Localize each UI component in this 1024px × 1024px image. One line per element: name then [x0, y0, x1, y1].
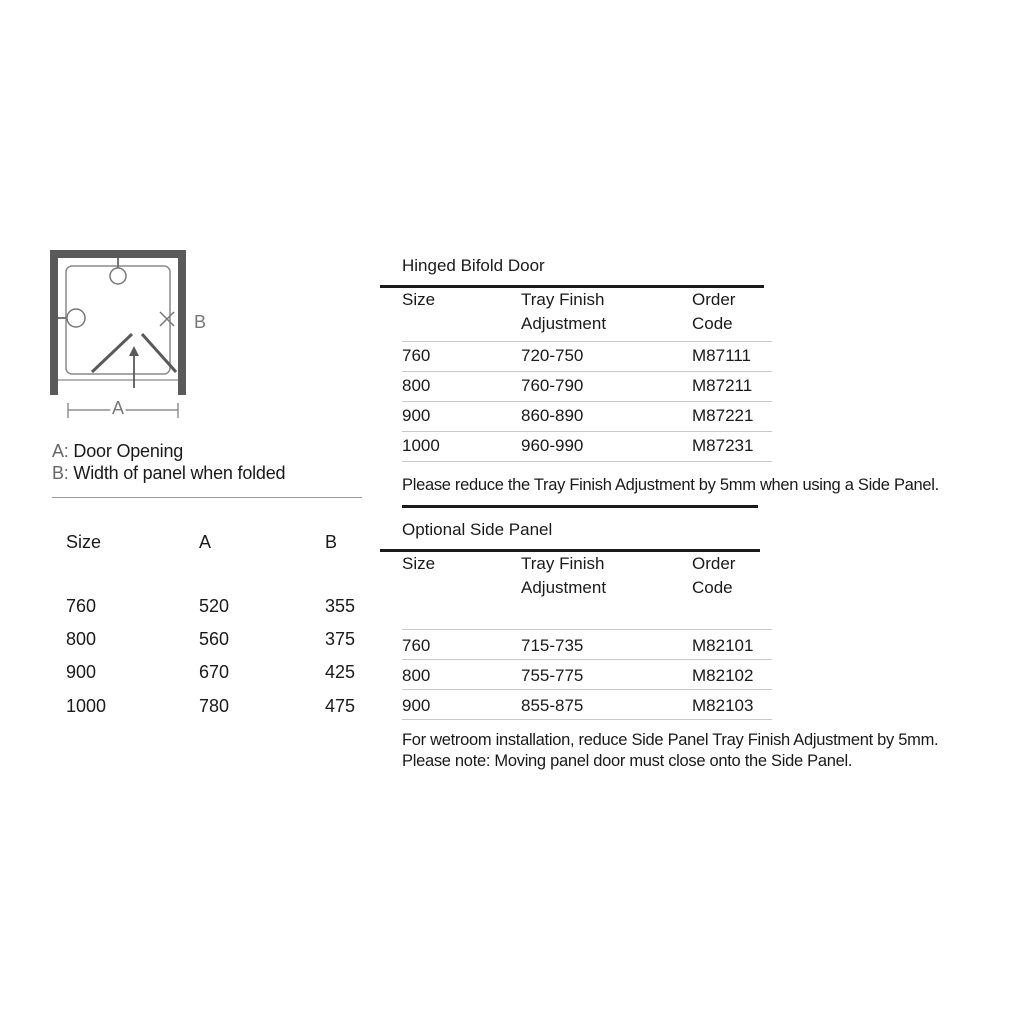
cell-size: 760 [402, 346, 431, 365]
cell-tray: 720-750 [521, 346, 584, 365]
cell-tray: 855-875 [521, 696, 584, 715]
header-code-1: Order [692, 290, 736, 309]
cell-size: 900 [402, 696, 431, 715]
header-tray-1: Tray Finish [521, 554, 605, 573]
right-wall [178, 250, 186, 395]
header-tray-2: Adjustment [521, 578, 607, 597]
header-code-1: Order [692, 554, 736, 573]
bifold-section [402, 256, 772, 496]
cell-size: 1000 [402, 436, 440, 455]
cell-size: 1000 [66, 696, 107, 716]
dimension-table [66, 532, 366, 722]
cell-a: 520 [199, 596, 230, 616]
row-divider [402, 659, 772, 660]
cell-b: 375 [325, 629, 356, 649]
cell-tray: 760-790 [521, 376, 584, 395]
header-code-2: Code [692, 578, 733, 597]
cell-size: 800 [402, 376, 431, 395]
cell-size: 800 [402, 666, 431, 685]
bifold-note: Please reduce the Tray Finish Adjustment by 5mm when using a Side Panel. [402, 476, 939, 494]
header-size: Size [66, 532, 102, 552]
cell-tray: 960-990 [521, 436, 584, 455]
header-size: Size [402, 554, 436, 573]
legend-b [52, 463, 285, 484]
table-row [66, 696, 366, 720]
table-row [66, 596, 366, 620]
cell-b: 355 [325, 596, 356, 616]
cell-a: 560 [199, 629, 230, 649]
cell-size: 800 [66, 629, 97, 649]
header-b: B [325, 532, 338, 552]
header-code-2: Code [692, 314, 733, 333]
row-divider [402, 719, 772, 720]
dimension-b-label: B [194, 312, 207, 332]
dimension-a-label: A [111, 398, 125, 418]
cell-code: M82103 [692, 696, 754, 715]
bifold-header [402, 288, 772, 338]
legend-b-text: Width of panel when folded [73, 463, 286, 483]
side-panel-top-rule [402, 505, 758, 508]
cell-size: 760 [66, 596, 97, 616]
header-a: A [199, 532, 212, 552]
divider [52, 497, 362, 498]
cell-code: M87111 [692, 346, 751, 365]
cell-code: M87211 [692, 376, 753, 395]
bifold-title: Hinged Bifold Door [402, 256, 545, 275]
legend-a [52, 441, 183, 462]
row-divider [402, 341, 772, 342]
cell-tray: 860-890 [521, 406, 584, 425]
cell-code: M87221 [692, 406, 754, 425]
cell-size: 760 [402, 636, 431, 655]
cell-code: M82101 [692, 636, 754, 655]
cell-size: 900 [402, 406, 431, 425]
header-tray-2: Adjustment [521, 314, 607, 333]
cell-code: M87231 [692, 436, 754, 455]
cell-tray: 755-775 [521, 666, 584, 685]
side-panel-header [402, 552, 772, 602]
row-divider [402, 401, 772, 402]
row-divider [402, 689, 772, 690]
valve-left-icon [67, 309, 85, 327]
row-divider [402, 629, 772, 630]
top-wall [50, 250, 186, 258]
side-panel-note-1: For wetroom installation, reduce Side Panel Tray Finish Adjustment by 5mm. [402, 731, 939, 749]
left-wall [50, 250, 58, 395]
side-panel-note-2: Please note: Moving panel door must close onto the Side Panel. [402, 752, 853, 770]
table-row [66, 662, 366, 686]
side-panel-title: Optional Side Panel [402, 520, 553, 539]
legend-a-text: Door Opening [73, 441, 184, 461]
cell-code: M82102 [692, 666, 754, 685]
header-size: Size [402, 290, 436, 309]
cell-tray: 715-735 [521, 636, 584, 655]
right-door-panel [142, 334, 176, 372]
row-divider [402, 371, 772, 372]
cell-size: 900 [66, 662, 97, 682]
cell-a: 780 [199, 696, 230, 716]
valve-top-icon [110, 268, 126, 284]
side-panel-section [402, 520, 772, 720]
header-tray-1: Tray Finish [521, 290, 605, 309]
legend-a-key: A: [52, 441, 69, 461]
left-door-panel [92, 334, 132, 372]
legend-b-key: B: [52, 463, 69, 483]
dimension-table-header [66, 532, 366, 556]
row-divider [402, 461, 772, 462]
row-divider [402, 431, 772, 432]
cell-b: 475 [325, 696, 356, 716]
bifold-door-diagram [48, 248, 248, 428]
table-row [66, 629, 366, 653]
cell-a: 670 [199, 662, 230, 682]
cell-b: 425 [325, 662, 356, 682]
